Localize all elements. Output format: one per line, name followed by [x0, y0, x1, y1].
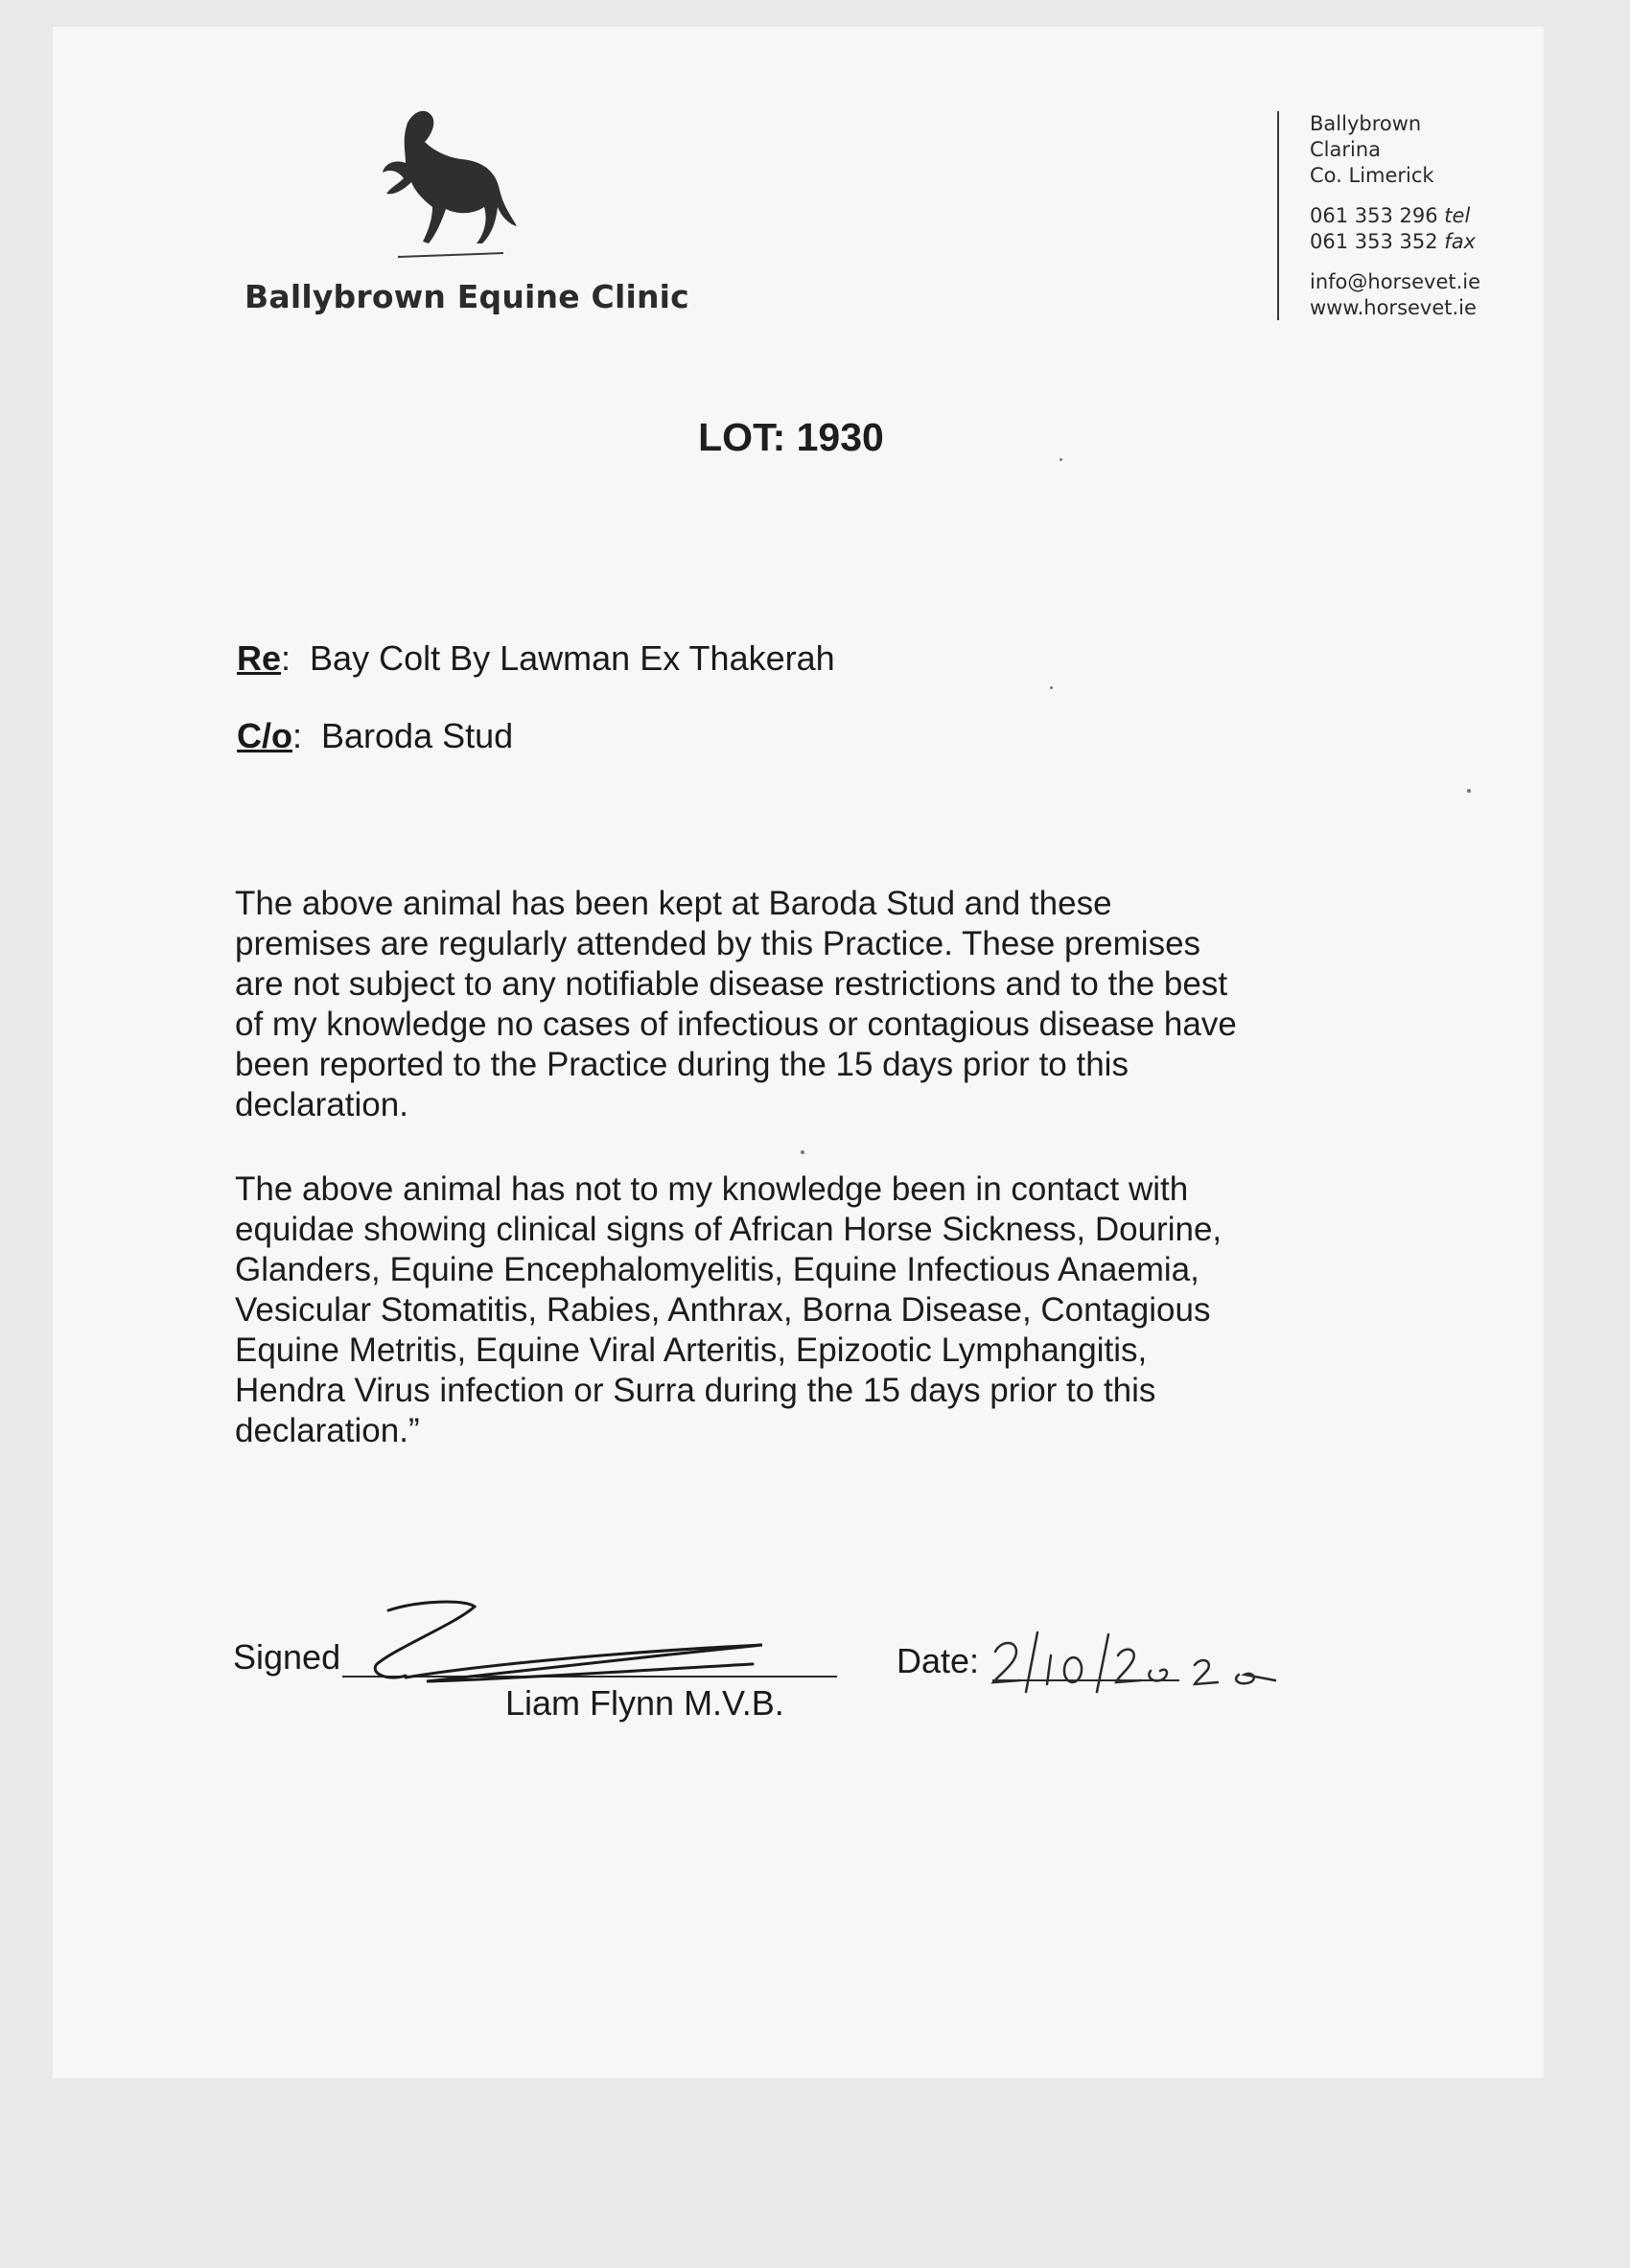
scan-speck	[1467, 789, 1471, 793]
signatory-name: Liam Flynn M.V.B.	[505, 1683, 784, 1723]
fax-number: 061 353 352	[1310, 230, 1438, 253]
phone-line	[1310, 203, 1540, 229]
scan-speck	[1060, 458, 1062, 461]
phone-suffix: tel	[1444, 204, 1471, 227]
scan-speck	[801, 1150, 804, 1154]
fax-line	[1310, 229, 1540, 255]
re-field: Re: Bay Colt By Lawman Ex Thakerah	[237, 638, 835, 678]
handwritten-signature	[360, 1589, 858, 1695]
re-value: Bay Colt By Lawman Ex Thakerah	[310, 638, 835, 678]
fax-suffix: fax	[1444, 230, 1476, 253]
address-line: Ballybrown	[1310, 112, 1422, 135]
re-label: Re	[237, 638, 282, 678]
co-value: Baroda Stud	[321, 716, 514, 755]
disease-contact-paragraph: The above animal has not to my knowledge been in contact with equidae showing clinical signs of African Horse Sickness, Dourine, Glanders, Equine Encephalomyelitis, Equine Infectious Anaemia, Vesicular Stomatitis, Rabies, Anthrax, Borna Disease, Contagious Equine Metritis, Equine Viral Arteritis, Epizootic Lymphangitis, Hendra Virus infection or Surra during the 15 days prior to this declaration.”	[235, 1170, 1222, 1449]
co-field: C/o: Baroda Stud	[237, 716, 514, 755]
date-label: Date:	[896, 1641, 980, 1680]
contact-block	[1277, 111, 1540, 320]
co-label: C/o	[237, 716, 292, 755]
website-link[interactable]: www.horsevet.ie	[1310, 296, 1477, 319]
letter-page	[53, 27, 1544, 2078]
address-line: Clarina	[1310, 138, 1382, 161]
scan-speck	[1050, 686, 1053, 689]
email-link[interactable]: info@horsevet.ie	[1310, 270, 1481, 293]
rearing-horse-icon	[369, 104, 523, 266]
phone-number: 061 353 296	[1310, 204, 1438, 227]
signed-label: Signed	[233, 1637, 341, 1677]
declaration-paragraph: The above animal has been kept at Baroda Stud and these premises are regularly attended by this Practice. These premises are not subject to any notifiable disease restrictions and to the best of my knowledge no cases of infectious or contagious disease have been reported to the Practice during the 15 days prior to this declaration.	[235, 885, 1237, 1123]
handwritten-date	[988, 1623, 1304, 1700]
clinic-name: Ballybrown Equine Clinic	[244, 278, 689, 315]
address-line: Co. Limerick	[1310, 164, 1434, 187]
lot-heading: LOT: 1930	[698, 415, 884, 459]
